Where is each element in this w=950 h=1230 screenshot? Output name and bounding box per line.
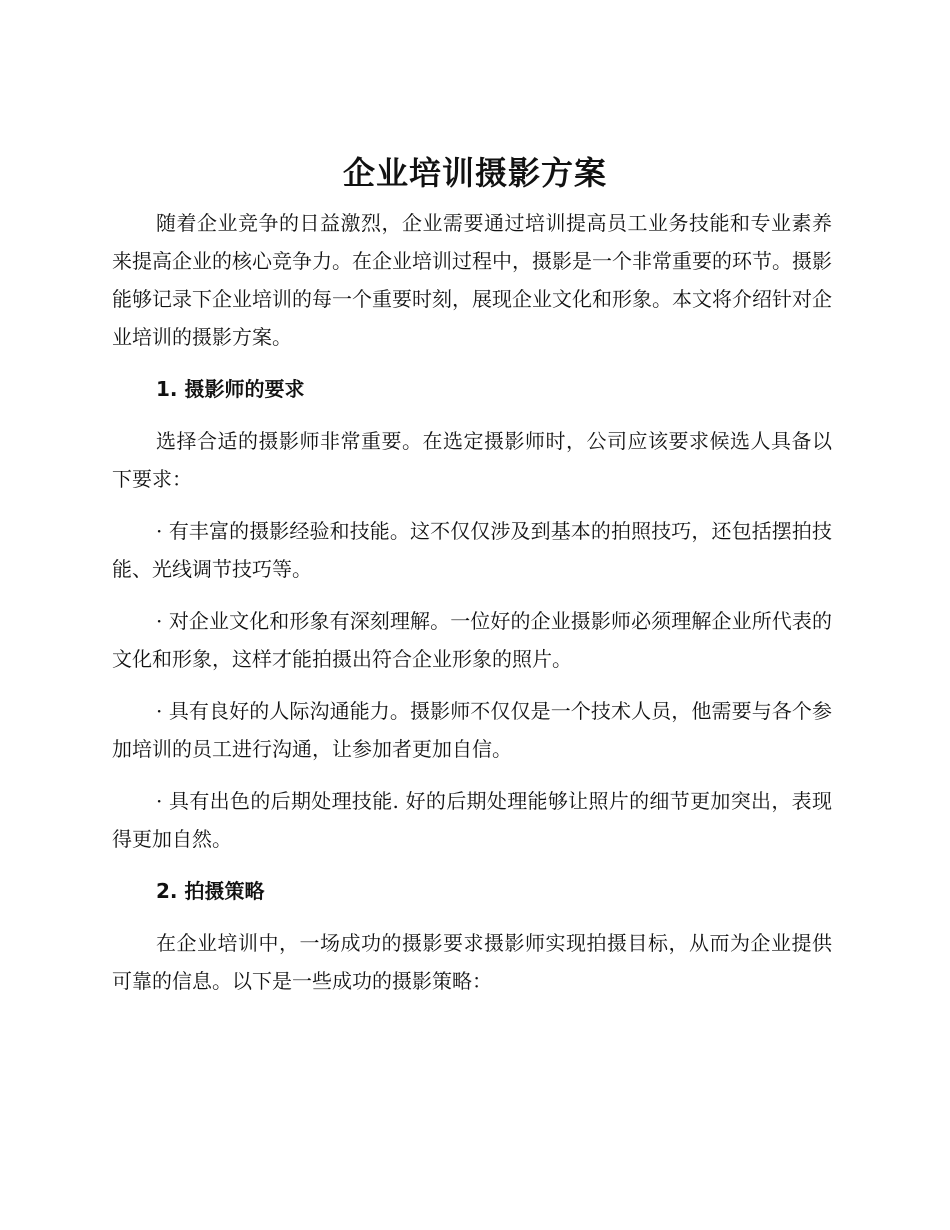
section2-intro-paragraph: 在企业培训中，一场成功的摄影要求摄影师实现拍摄目标，从而为企业提供可靠的信息。以下是一些成功的摄影策略： <box>112 931 832 993</box>
intro-paragraph: 随着企业竞争的日益激烈，企业需要通过培训提高员工业务技能和专业素养来提高企业的核心竞争力。在企业培训过程中，摄影是一个非常重要的环节。摄影能够记录下企业培训的每一个重要时刻，展现企业文化和形象。本文将介绍针对企业培训的摄影方案。 <box>112 211 832 349</box>
document-body <box>112 204 832 1000</box>
requirement-item: · 具有出色的后期处理技能. 好的后期处理能够让照片的细节更加突出，表现得更加自然。 <box>112 789 832 851</box>
requirement-item: · 具有良好的人际沟通能力。摄影师不仅仅是一个技术人员，他需要与各个参加培训的员工进行沟通，让参加者更加自信。 <box>112 699 832 761</box>
section-heading-shooting-strategy: 2. 拍摄策略 <box>156 879 265 903</box>
section-heading-photographer-requirements: 1. 摄影师的要求 <box>156 377 305 401</box>
requirement-item: · 对企业文化和形象有深刻理解。一位好的企业摄影师必须理解企业所代表的文化和形象，这样才能拍摄出符合企业形象的照片。 <box>112 609 832 671</box>
document-title: 企业培训摄影方案 <box>342 154 607 192</box>
section1-intro-paragraph: 选择合适的摄影师非常重要。在选定摄影师时，公司应该要求候选人具备以下要求： <box>112 429 832 491</box>
requirement-item: · 有丰富的摄影经验和技能。这不仅仅涉及到基本的拍照技巧，还包括摆拍技能、光线调节技巧等。 <box>112 519 832 581</box>
